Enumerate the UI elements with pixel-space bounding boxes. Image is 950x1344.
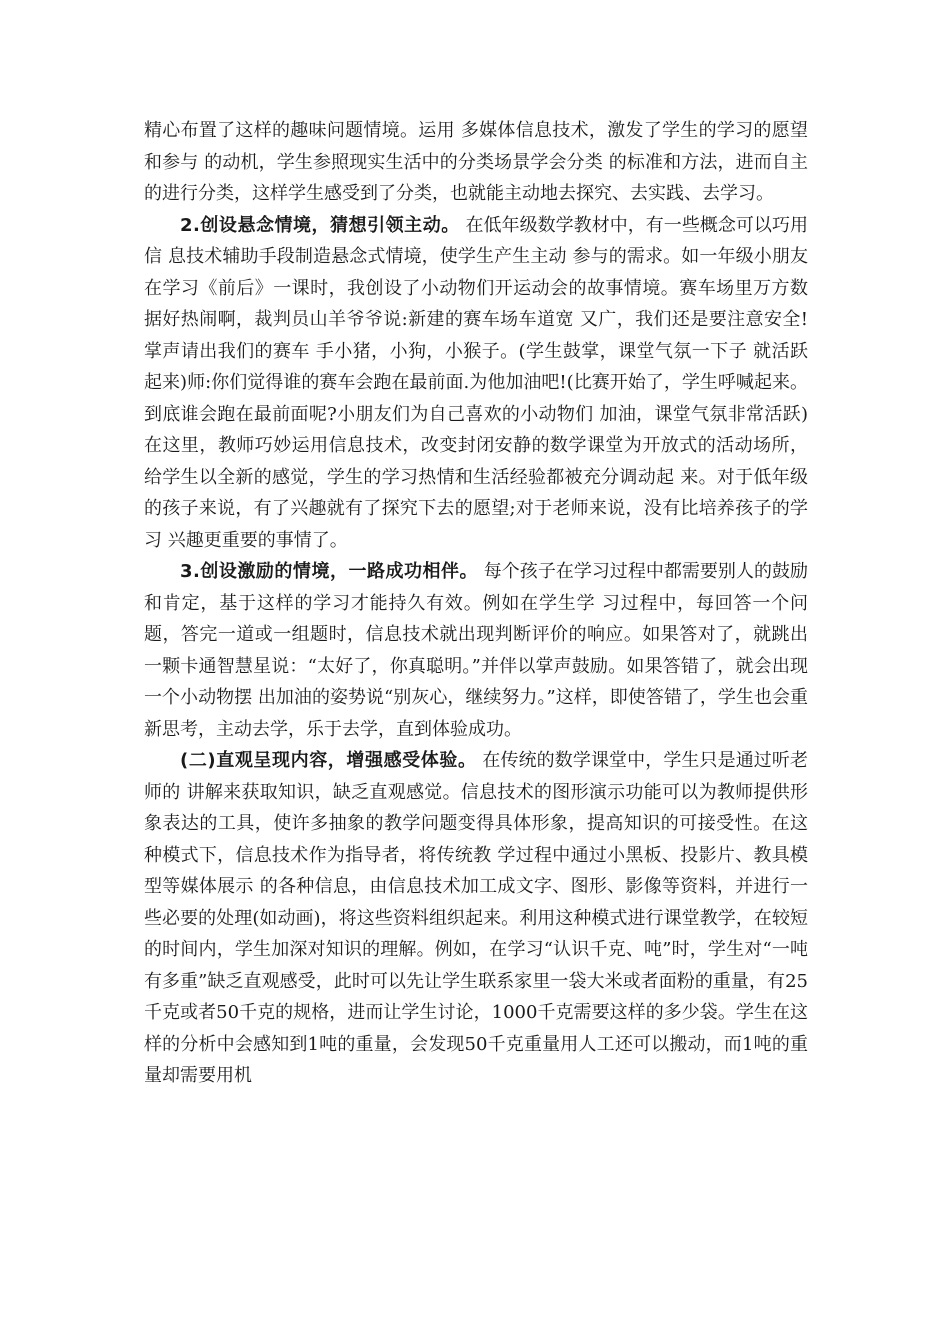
paragraph-text: 精心布置了这样的趣味问题情境。运用 多媒体信息技术，激发了学生的学习的愿望和参与 的动机，学生参照现实生活中的分类场景学会分类 的标准和方法，进而自主的进行分类，这样学生感受到了分类，也就能主动地去探究、去实践、去学习。 [144,120,808,204]
paragraph-suspense-situation [144,210,808,557]
paragraph-encouragement-situation [144,556,808,745]
paragraph-text: 在传统的数学课堂中，学生只是通过听老师的 讲解来获取知识，缺乏直观感觉。信息技术的图形演示功能可以为教师提供形象表达的工具，使许多抽象的教学问题变得具体形象，提高知识的可接受性。在这种模式下，信息技术作为指导者，将传统教 学过程中通过小黑板、投影片、教具模型等媒体展示 的各种信息，由信息技术加工成文字、图形、影像等资料，并进行一些必要的处理(如动画)，将这些资料组织起来。利用这种模式进行课堂教学，在较短的时间内，学生加深对知识的理解。例如，在学习“认识千克、吨”时，学生对“一吨有多重”缺乏直观感受，此时可以先让学生联系家里一袋大米或者面粉的重量，有25千克或者50千克的规格，进而让学生讨论，1000千克需要这样的多少袋。学生在这样的分析中会感知到1吨的重量，会发现50千克重量用人工还可以搬动，而1吨的重量却需要用机 [144,750,808,1086]
paragraph-text: 每个孩子在学习过程中都需要别人的鼓励和肯定，基于这样的学习才能持久有效。例如在学生学 习过程中，每回答一个问题，答完一道或一组题时，信息技术就出现判断评价的响应。如果答对了，就跳出一颗卡通智慧星说：“太好了，你真聪明。”并伴以掌声鼓励。如果答错了，就会出现一个小动物摆 出加油的姿势说“别灰心，继续努力。”这样，即使答错了，学生也会重新思考，主动去学，乐于去学，直到体验成功。 [144,561,808,740]
section-heading: 2.创设悬念情境，猜想引领主动。 [180,214,460,236]
paragraph-intro [144,115,808,210]
section-heading: (二)直观呈现内容，增强感受体验。 [180,750,477,771]
paragraph-visual-presentation [144,745,808,1092]
paragraph-text: 在低年级数学教材中，有一些概念可以巧用信 息技术辅助手段制造悬念式情境，使学生产生主动 参与的需求。如一年级小朋友在学习《前后》一课时，我创设了小动物们开运动会的故事情境。赛车场里万方数据好热闹啊，裁判员山羊爷爷说:新建的赛车场车道宽 又广，我们还是要注意安全!掌声请出我们的赛车 手小猪，小狗，小猴子。(学生鼓掌，课堂气氛一下子 就活跃起来)师:你们觉得谁的赛车会跑在最前面.为他加油吧!(比赛开始了，学生呼喊起来。到底谁会跑在最前面呢?小朋友们为自己喜欢的小动物们 加油，课堂气氛非常活跃) 在这里，教师巧妙运用信息技术，改变封闭安静的数学课堂为开放式的活动场所，给学生以全新的感觉，学生的学习热情和生活经验都被充分调动起 来。对于低年级的孩子来说，有了兴趣就有了探究下去的愿望;对于老师来说，没有比培养孩子的学习 兴趣更重要的事情了。 [144,214,808,551]
document-page [144,115,808,1092]
section-heading: 3.创设激励的情境，一路成功相伴。 [180,561,479,582]
